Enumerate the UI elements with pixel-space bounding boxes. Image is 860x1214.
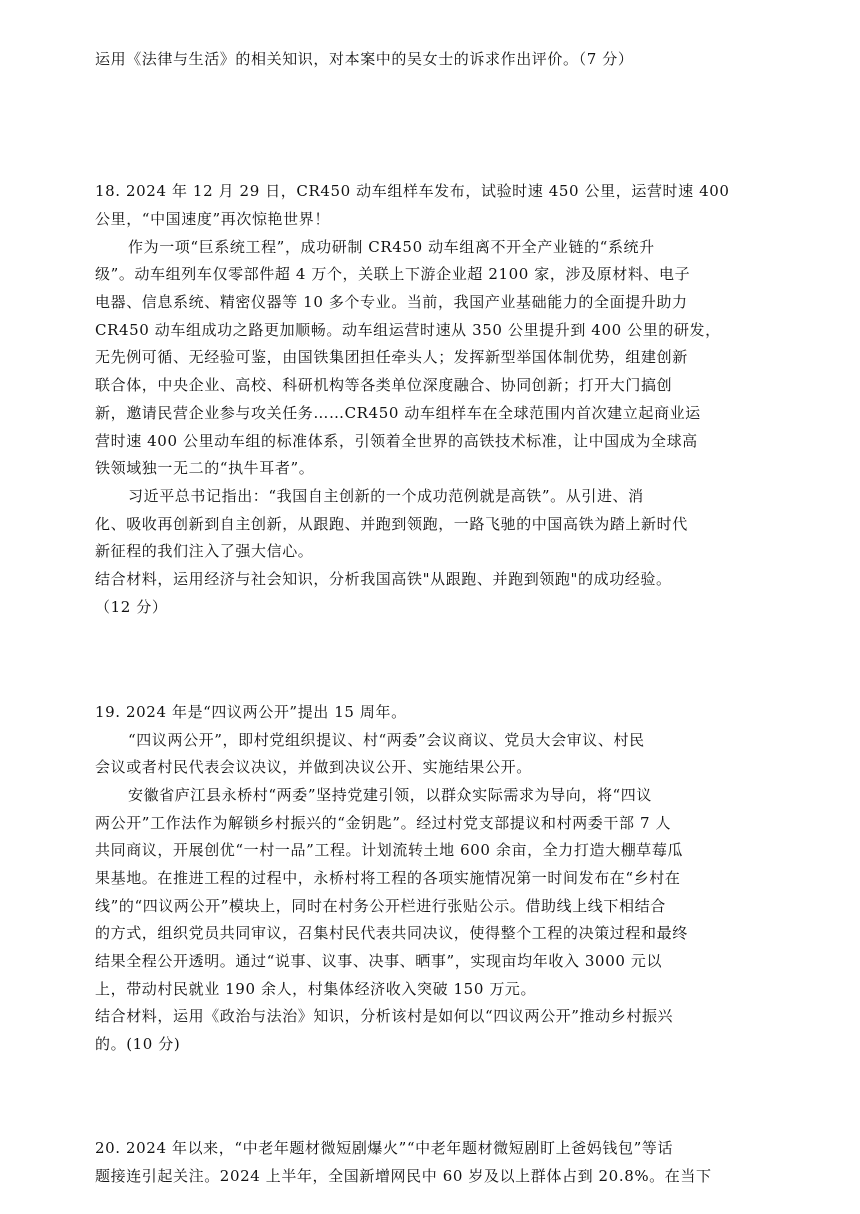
q18-para1-line: 作为一项“巨系统工程”，成功研制 CR450 动车组离不开全产业链的“系统升 xyxy=(128,238,655,256)
q19-stem-line: 19. 2024 年是“四议两公开”提出 15 周年。 xyxy=(95,703,407,721)
q19-task-line-2: 的。(10 分) xyxy=(95,1035,181,1053)
q18-para1-line: 铁领域独一无二的“执牛耳者”。 xyxy=(95,459,315,477)
q19-para2-line: 两公开”工作法作为解锁乡村振兴的“金钥匙”。经过村党支部提议和村两委干部 7 人 xyxy=(95,814,672,832)
q18-para1-line: CR450 动车组成功之路更加顺畅。动车组运营时速从 350 公里提升到 400 公里的研发， xyxy=(95,321,721,339)
q18-para2-line: 新征程的我们注入了强大信心。 xyxy=(95,542,314,560)
q18-stem-line-1: 18. 2024 年 12 月 29 日，CR450 动车组样车发布，试验时速 450 公里，运营时速 400 xyxy=(95,182,730,200)
q18-para2-line: 习近平总书记指出：“我国自主创新的一个成功范例就是高铁”。从引进、消 xyxy=(128,487,644,505)
intro-task-line: 运用《法律与生活》的相关知识，对本案中的吴女士的诉求作出评价。（7 分） xyxy=(95,50,634,68)
q19-task-line-1: 结合材料，运用《政治与法治》知识，分析该村是如何以“四议两公开”推动乡村振兴 xyxy=(95,1007,674,1025)
q19-para2-line: 共同商议，开展创优“一村一品”工程。计划流转土地 600 余亩，全力打造大棚草莓瓜 xyxy=(95,841,684,859)
q19-para1-line: 会议或者村民代表会议决议，并做到决议公开、实施结果公开。 xyxy=(95,758,532,776)
q18-para1-line: 级”。动车组列车仅零部件超 4 万个，关联上下游企业超 2100 家，涉及原材料、电子 xyxy=(95,265,691,283)
q19-para2-line: 的方式，组织党员共同审议，召集村民代表共同决议，使得整个工程的决策过程和最终 xyxy=(95,924,688,942)
q18-para1-line: 联合体，中央企业、高校、科研机构等各类单位深度融合、协同创新；打开大门搞创 xyxy=(95,376,673,394)
q20-stem-line-1: 20. 2024 年以来，“中老年题材微短剧爆火”“中老年题材微短剧盯上爸妈钱包”等话 xyxy=(95,1139,674,1157)
q18-task-line-2: （12 分） xyxy=(95,598,168,616)
q19-para2-line: 安徽省庐江县永桥村“两委”坚持党建引领，以群众实际需求为导向，将“四议 xyxy=(128,786,653,804)
q18-stem-line-2: 公里，“中国速度”再次惊艳世界！ xyxy=(95,210,330,228)
q18-para1-line: 营时速 400 公里动车组的标准体系，引领着全世界的高铁技术标准，让中国成为全球高 xyxy=(95,432,698,450)
q18-para2-line: 化、吸收再创新到自主创新，从跟跑、并跑到领跑，一路飞驰的中国高铁为踏上新时代 xyxy=(95,515,688,533)
q18-para1-line: 新，邀请民营企业参与攻关任务……CR450 动车组样车在全球范围内首次建立起商业运 xyxy=(95,404,701,422)
q20-stem-line-2: 题接连引起关注。2024 上半年，全国新增网民中 60 岁及以上群体占到 20.8%。在当下 xyxy=(95,1167,712,1185)
q18-para1-line: 电器、信息系统、精密仪器等 10 多个专业。当前，我国产业基础能力的全面提升助力 xyxy=(95,293,688,311)
q18-task-line-1: 结合材料，运用经济与社会知识，分析我国高铁"从跟跑、并跑到领跑"的成功经验。 xyxy=(95,570,672,588)
q19-para2-line: 上，带动村民就业 190 余人，村集体经济收入突破 150 万元。 xyxy=(95,980,537,998)
q19-para2-line: 线”的“四议两公开”模块上，同时在村务公开栏进行张贴公示。借助线上线下相结合 xyxy=(95,897,666,915)
q19-para2-line: 果基地。在推进工程的过程中，永桥村将工程的各项实施情况第一时间发布在“乡村在 xyxy=(95,869,681,887)
q19-para2-line: 结果全程公开透明。通过“说事、议事、决事、晒事”，实现亩均年收入 3000 元以 xyxy=(95,952,663,970)
q18-para1-line: 无先例可循、无经验可鉴，由国铁集团担任牵头人；发挥新型举国体制优势，组建创新 xyxy=(95,348,688,366)
q19-para1-line: “四议两公开”，即村党组织提议、村“两委”会议商议、党员大会审议、村民 xyxy=(128,731,645,749)
